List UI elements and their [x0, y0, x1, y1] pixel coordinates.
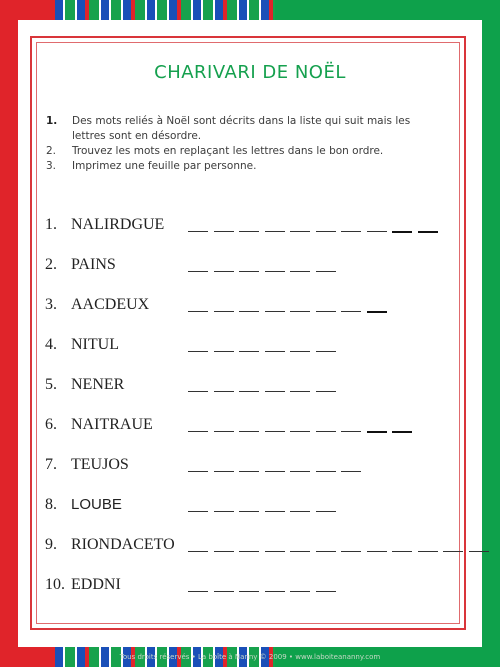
answer-blank [214, 391, 234, 392]
answer-blank [265, 231, 285, 232]
answer-blank [367, 231, 387, 232]
scrambled-word: TEUJOS [71, 456, 129, 473]
answer-blank [316, 311, 336, 312]
word-number: 6. [45, 416, 57, 433]
answer-blank [188, 591, 208, 592]
word-row-10 [45, 576, 465, 616]
answer-blank [418, 231, 438, 233]
worksheet-page [18, 20, 482, 647]
scrambled-word: LOUBE [71, 496, 122, 513]
answer-blank [188, 231, 208, 232]
scrambled-word: NITUL [71, 336, 119, 353]
answer-blank [341, 471, 361, 472]
answer-blank [214, 471, 234, 472]
answer-blank [367, 311, 387, 313]
word-number: 4. [45, 336, 57, 353]
word-list [45, 216, 465, 616]
word-row-6 [45, 416, 465, 456]
instruction-text: Trouvez les mots en replaçant les lettres dans le bon ordre. [72, 145, 384, 157]
answer-blank [265, 551, 285, 552]
answer-blank [265, 431, 285, 432]
answer-blank [290, 351, 310, 352]
word-number: 9. [45, 536, 57, 553]
answer-blank [239, 351, 259, 352]
instruction-text: Des mots reliés à Noël sont décrits dans la liste qui suit mais les lettres sont en désordre. [72, 115, 411, 142]
instruction-item [46, 144, 441, 159]
answer-blank [214, 271, 234, 272]
answer-blank [367, 431, 387, 433]
word-number: 3. [45, 296, 57, 313]
answer-blank [214, 431, 234, 432]
instructions-list [46, 114, 441, 174]
answer-blank [316, 391, 336, 392]
answer-blank [265, 311, 285, 312]
word-row-4 [45, 336, 465, 376]
scrambled-word: EDDNI [71, 576, 121, 593]
answer-blank [418, 551, 438, 552]
word-number: 5. [45, 376, 57, 393]
answer-blank [239, 431, 259, 432]
answer-blank [239, 311, 259, 312]
scrambled-word: PAINS [71, 256, 116, 273]
answer-blank [290, 551, 310, 552]
word-row-7 [45, 456, 465, 496]
answer-blank [239, 471, 259, 472]
answer-blank [316, 511, 336, 512]
answer-blank [341, 551, 361, 552]
word-row-3 [45, 296, 465, 336]
answer-blank [214, 591, 234, 592]
word-number: 2. [45, 256, 57, 273]
answer-blank [341, 431, 361, 432]
answer-blank [290, 431, 310, 432]
answer-blank [214, 351, 234, 352]
answer-blank [239, 391, 259, 392]
scrambled-word: NENER [71, 376, 125, 393]
answer-blank [265, 271, 285, 272]
answer-blank [469, 551, 489, 552]
scrambled-word: NAITRAUE [71, 416, 153, 433]
answer-blank [265, 591, 285, 592]
page-title: CHARIVARI DE NOËL [154, 62, 346, 83]
word-number: 10. [45, 576, 65, 593]
answer-blank [316, 231, 336, 232]
plaid-strip-top [55, 0, 275, 20]
word-number: 7. [45, 456, 57, 473]
word-row-1 [45, 216, 465, 256]
scrambled-word: RIONDACETO [71, 536, 175, 553]
answer-blank [214, 311, 234, 312]
instruction-item [46, 159, 441, 174]
answer-blank [341, 231, 361, 232]
answer-blank [443, 551, 463, 552]
word-row-8 [45, 496, 465, 536]
answer-blank [188, 551, 208, 552]
answer-blank [265, 471, 285, 472]
word-number: 8. [45, 496, 57, 513]
answer-blank [290, 271, 310, 272]
instruction-text: Imprimez une feuille par personne. [72, 160, 257, 172]
answer-blank [392, 551, 412, 552]
answer-blank [188, 431, 208, 432]
answer-blank [214, 231, 234, 232]
answer-blank [316, 591, 336, 592]
answer-blank [290, 471, 310, 472]
answer-blank [290, 231, 310, 232]
scrambled-word: AACDEUX [71, 296, 150, 313]
answer-blank [239, 591, 259, 592]
answer-blank [265, 391, 285, 392]
word-row-5 [45, 376, 465, 416]
word-row-2 [45, 256, 465, 296]
answer-blank [392, 231, 412, 233]
answer-blank [265, 511, 285, 512]
answer-blank [290, 311, 310, 312]
answer-blank [290, 591, 310, 592]
scrambled-word: NALIRDGUE [71, 216, 165, 233]
copyright-footer: Tous droits réservés • La boîte à Nanny © 2009 • www.laboiteananny.com [119, 653, 381, 661]
answer-blank [239, 231, 259, 232]
answer-blank [188, 311, 208, 312]
answer-blank [316, 431, 336, 432]
answer-blank [290, 511, 310, 512]
answer-blank [214, 551, 234, 552]
answer-blank [341, 311, 361, 312]
instruction-number: 2. [46, 145, 57, 157]
answer-blank [188, 351, 208, 352]
answer-blank [316, 271, 336, 272]
instruction-number: 3. [46, 160, 57, 172]
answer-blank [188, 271, 208, 272]
answer-blank [265, 351, 285, 352]
answer-blank [188, 391, 208, 392]
word-number: 1. [45, 216, 57, 233]
answer-blank [239, 271, 259, 272]
answer-blank [239, 511, 259, 512]
instruction-item [46, 114, 441, 144]
answer-blank [316, 351, 336, 352]
answer-blank [367, 551, 387, 552]
answer-blank [392, 431, 412, 433]
answer-blank [188, 511, 208, 512]
instruction-number: 1. [46, 115, 58, 127]
answer-blank [316, 471, 336, 472]
answer-blank [214, 511, 234, 512]
answer-blank [188, 471, 208, 472]
answer-blank [316, 551, 336, 552]
word-row-9 [45, 536, 465, 576]
answer-blank [239, 551, 259, 552]
answer-blank [290, 391, 310, 392]
